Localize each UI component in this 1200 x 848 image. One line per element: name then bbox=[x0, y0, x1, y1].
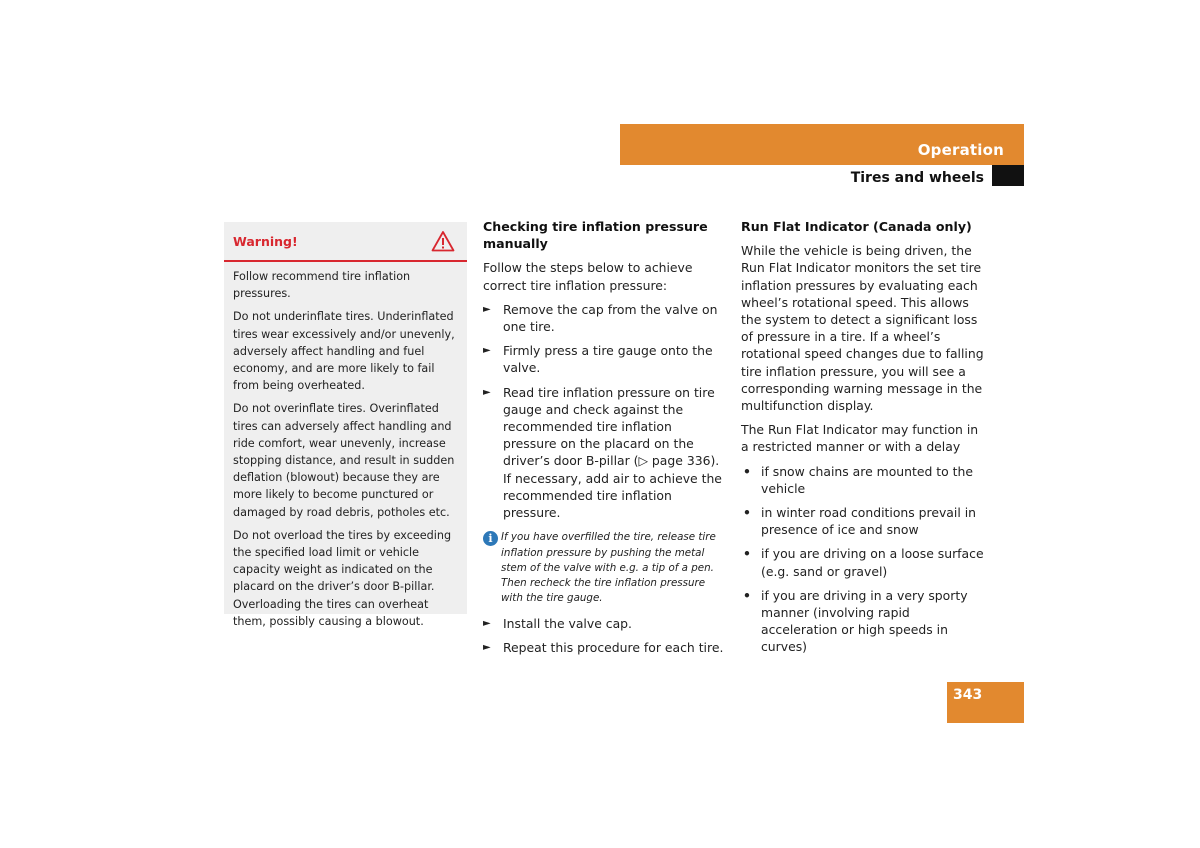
info-note-text: If you have overfilled the tire, release tire inflation pressure by pushing the metal stem of the valve with e.g. a tip of a pen. Then recheck the tire inflation pressure with the tire gauge. bbox=[501, 531, 716, 605]
page-number: 343 bbox=[953, 687, 983, 703]
section-tab-marker bbox=[992, 165, 1024, 186]
step-item bbox=[483, 639, 728, 656]
run-flat-section bbox=[741, 218, 989, 663]
condition-text: in winter road conditions prevail in presence of ice and snow bbox=[761, 505, 977, 538]
condition-item bbox=[741, 463, 989, 497]
arrow-bullet-icon: ► bbox=[483, 303, 491, 315]
warning-box bbox=[224, 222, 467, 628]
run-flat-paragraph: The Run Flat Indicator may function in a restricted manner or with a delay bbox=[741, 422, 979, 455]
step-list bbox=[483, 301, 728, 521]
step-text: Firmly press a tire gauge onto the valve. bbox=[503, 343, 713, 376]
condition-item bbox=[741, 587, 989, 656]
header-band bbox=[620, 124, 1024, 165]
run-flat-paragraph: While the vehicle is being driven, the Run Flat Indicator monitors the set tire inflation pressures by evaluating each wheel’s rotational speed. This allows the system to detect a significant loss of pressure in a tire. If a wheel’s rotational speed changes due to falling tire inflation pressure, you will see a corresponding warning message in the multifunction display. bbox=[741, 243, 984, 414]
condition-item bbox=[741, 504, 989, 538]
dot-bullet-icon: • bbox=[743, 546, 751, 562]
arrow-bullet-icon: ► bbox=[483, 641, 491, 653]
step-text: Repeat this procedure for each tire. bbox=[503, 639, 724, 655]
warning-body bbox=[224, 262, 467, 630]
step-item bbox=[483, 342, 728, 376]
final-step-list bbox=[483, 615, 728, 656]
arrow-bullet-icon: ► bbox=[483, 617, 491, 629]
condition-text: if you are driving in a very sporty manner (involving rapid acceleration or high speeds in curves) bbox=[761, 587, 968, 655]
step-item bbox=[483, 384, 728, 522]
info-note bbox=[483, 530, 728, 606]
arrow-bullet-icon: ► bbox=[483, 386, 491, 398]
checking-section bbox=[483, 218, 728, 663]
section-title: Operation bbox=[917, 141, 1004, 159]
condition-item bbox=[741, 545, 989, 579]
condition-text: if snow chains are mounted to the vehicle bbox=[761, 463, 973, 496]
step-item bbox=[483, 301, 728, 335]
warning-paragraph: Do not underinflate tires. Underinflated tires wear excessively and/or unevenly, adversely affect handling and fuel economy, and are more likely to fail from being overheated. bbox=[233, 310, 455, 393]
checking-intro: Follow the steps below to achieve correct tire inflation pressure: bbox=[483, 260, 693, 293]
dot-bullet-icon: • bbox=[743, 587, 751, 603]
info-icon: i bbox=[483, 531, 498, 546]
step-item bbox=[483, 615, 728, 632]
run-flat-heading: Run Flat Indicator (Canada only) bbox=[741, 219, 972, 234]
warning-triangle-icon bbox=[431, 230, 455, 252]
checking-heading: Checking tire inflation pressure manually bbox=[483, 219, 708, 252]
warning-paragraph: Follow recommend tire inflation pressures. bbox=[233, 270, 411, 301]
warning-paragraph: Do not overinflate tires. Overinflated tires can adversely affect handling and ride comfort, wear unevenly, increase stopping distance, and result in sudden deflation (blowout) because they are more likely to become punctured or damaged by road debris, potholes etc. bbox=[233, 402, 455, 519]
condition-text: if you are driving on a loose surface (e.g. sand or gravel) bbox=[761, 546, 984, 579]
step-text: Read tire inflation pressure on tire gauge and check against the recommended tire inflation pressure on the placard on the driver’s door B-pillar (▷ page 336). If necessary, add air to achieve the recommended tire inflation pressure. bbox=[503, 384, 722, 521]
dot-bullet-icon: • bbox=[743, 463, 751, 479]
arrow-bullet-icon: ► bbox=[483, 345, 491, 357]
warning-title: Warning! bbox=[233, 234, 298, 249]
warning-header bbox=[224, 222, 467, 262]
page-number-box bbox=[947, 682, 1024, 723]
subsection-title: Tires and wheels bbox=[850, 170, 984, 186]
warning-paragraph: Do not overload the tires by exceeding the specified load limit or vehicle capacity weight as indicated on the placard on the driver’s door B-pillar. Overloading the tires can overheat them, possibly causing a blowout. bbox=[233, 528, 452, 628]
step-text: Remove the cap from the valve on one tire. bbox=[503, 301, 718, 335]
step-text: Install the valve cap. bbox=[503, 615, 632, 631]
condition-list bbox=[741, 463, 989, 656]
dot-bullet-icon: • bbox=[743, 505, 751, 521]
